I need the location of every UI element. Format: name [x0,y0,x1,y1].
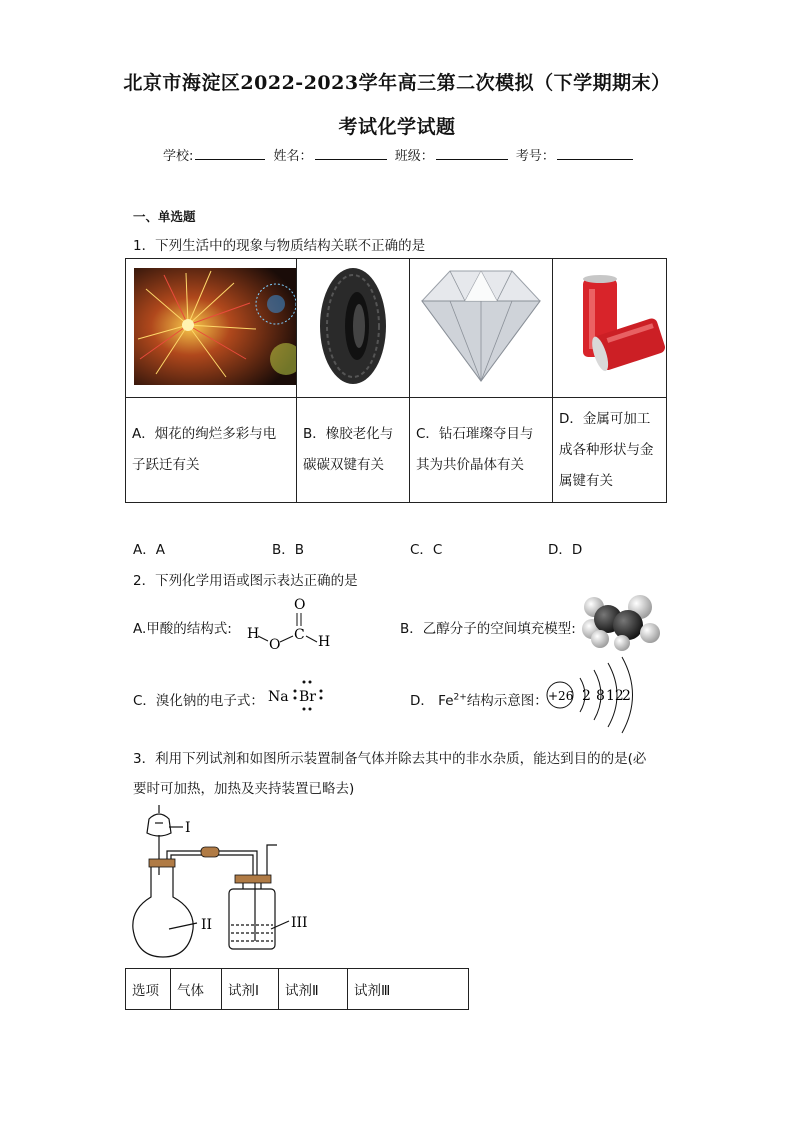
formic-o-mid: O [269,637,281,653]
page-title: 北京市海淀区2022-2023学年高三第二次模拟（下学期期末） [123,72,671,94]
q1-image-cell-d [553,259,667,398]
q1-choice-c[interactable]: C．C [410,542,443,558]
apparatus-label-3: III [291,915,308,931]
gas-apparatus-diagram [125,805,325,965]
q1-choice-a[interactable]: A．A [133,542,165,558]
nabr-br: Br [299,689,316,705]
q1-d-line1: D．金属可加工 [559,410,651,427]
q1-a-line1: A．烟花的绚烂多彩与电 [132,426,277,442]
ethanol-space-filling-model [578,593,664,655]
q3-options-table [125,968,469,1010]
q2-option-a-label[interactable]: A.甲酸的结构式: [133,621,232,637]
q2-d-post: 结构示意图： [466,693,548,709]
q3-stem-line1: 3．利用下列试剂和如图所示装置制备气体并除去其中的非水杂质，能达到目的的是(必 [133,751,647,767]
q1-choice-b[interactable]: B．B [272,542,305,558]
school-label: 学校: [163,149,194,164]
q2-d-pre: D． Fe [410,693,454,709]
fe-ion-structure-diagram [540,654,644,736]
q1-d-line2: 成各种形状与金 [559,441,654,458]
q2-option-b-label[interactable]: B．乙醇分子的空间填充模型: [400,621,576,637]
formic-h-right: H [318,634,331,650]
q3-header-gas: 气体 [171,969,222,1010]
q1-option-a-cell [126,398,297,503]
q3-header-option: 选项 [126,969,171,1010]
sodium-bromide-electron-formula [264,674,330,714]
q1-a-line2: 子跃迁有关 [132,457,200,473]
q1-image-cell-c [410,259,553,398]
formic-o-top: O [294,597,306,613]
q1-d-line3: 属键有关 [559,472,613,489]
fe-shell-4: 2 [622,688,631,704]
apparatus-label-2: II [201,917,213,933]
q3-header-reagent-1: 试剂Ⅰ [222,969,279,1010]
q2-stem: 2．下列化学用语或图示表达正确的是 [133,573,358,589]
fireworks-image [126,259,296,393]
q1-option-c-cell [410,398,553,503]
id-label: 考号： [515,149,555,164]
fe-shell-3: 12 [606,688,624,704]
name-label: 姓名： [273,149,313,164]
q3-header-reagent-3: 试剂Ⅲ [348,969,469,1010]
tire-image [297,259,409,393]
formic-h-left: H [247,626,260,642]
q1-choice-d[interactable]: D．D [548,542,583,558]
q1-image-cell-b [297,259,410,398]
cans-image [553,259,666,393]
name-blank[interactable] [315,146,387,160]
class-label: 班级： [394,149,434,164]
q1-option-b-cell [297,398,410,503]
nabr-na: Na [268,689,289,705]
q1-c-line1: C．钻石璀璨夺目与 [416,426,534,442]
formic-c: C [294,627,305,643]
class-blank[interactable] [436,146,508,160]
q1-b-line2: 碳碳双键有关 [303,457,384,473]
q3-stem-line2: 要时可加热，加热及夹持装置已略去) [133,781,355,797]
fe-shell-2: 8 [596,688,605,704]
q1-c-line2: 其为共价晶体有关 [416,457,524,473]
apparatus-label-1: I [185,820,191,836]
q1-table [125,258,667,503]
id-blank[interactable] [557,146,633,160]
q3-header-reagent-2: 试剂Ⅱ [279,969,348,1010]
q1-b-line1: B．橡胶老化与 [303,426,394,442]
fe-shell-1: 2 [582,688,591,704]
diamond-image [410,259,552,393]
q2-option-d-label[interactable] [410,689,548,709]
fe-nucleus: +26 [548,689,574,703]
formic-acid-structure [240,592,340,654]
q2-d-sup: 2+ [453,692,467,703]
section-heading: 一、单选题 [133,209,196,224]
q1-image-cell-a [126,259,297,398]
school-blank[interactable] [195,146,265,160]
q2-option-c-label[interactable]: C．溴化钠的电子式： [133,693,264,709]
student-info-line [163,145,637,164]
q1-option-d-cell [553,398,667,503]
q1-stem: 1．下列生活中的现象与物质结构关联不正确的是 [133,238,426,254]
page-subtitle: 考试化学试题 [338,116,456,138]
